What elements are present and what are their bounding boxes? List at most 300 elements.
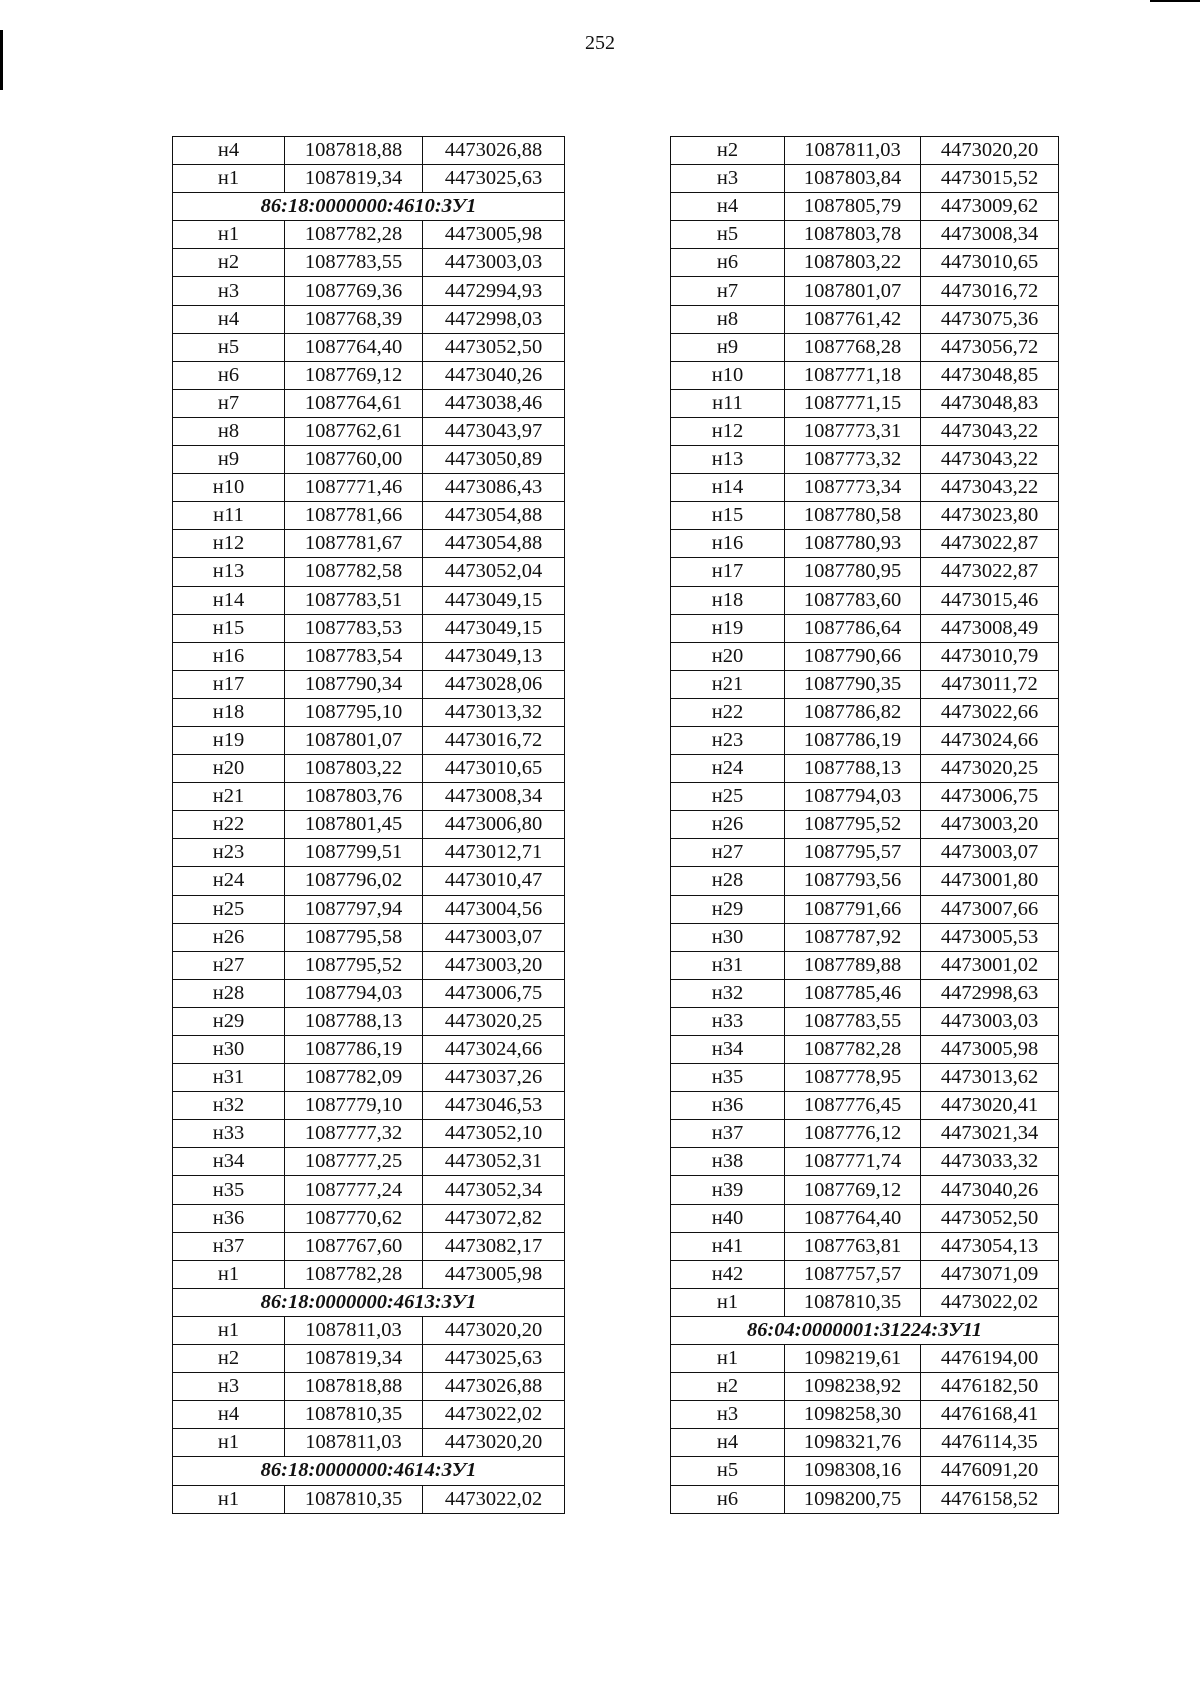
x-coordinate: 1087770,62: [285, 1204, 423, 1232]
point-label: н16: [173, 642, 285, 670]
x-coordinate: 1098238,92: [785, 1373, 921, 1401]
x-coordinate: 1087781,66: [285, 502, 423, 530]
table-row: [671, 1373, 1059, 1401]
x-coordinate: 1087795,58: [285, 923, 423, 951]
point-label: н20: [671, 642, 785, 670]
x-coordinate: 1087780,93: [785, 530, 921, 558]
table-row: [173, 361, 565, 389]
point-label: н24: [173, 867, 285, 895]
x-coordinate: 1098308,16: [785, 1457, 921, 1485]
table-row: [671, 586, 1059, 614]
x-coordinate: 1087779,10: [285, 1092, 423, 1120]
section-header-row: [173, 1288, 565, 1316]
point-label: н33: [671, 1007, 785, 1035]
table-row: [671, 1064, 1059, 1092]
table-row: [671, 1401, 1059, 1429]
y-coordinate: 4473011,72: [921, 670, 1059, 698]
table-row: [173, 305, 565, 333]
x-coordinate: 1087778,95: [785, 1064, 921, 1092]
point-label: н21: [671, 670, 785, 698]
y-coordinate: 4473016,72: [423, 726, 565, 754]
section-header-row: [671, 1316, 1059, 1344]
y-coordinate: 4473020,41: [921, 1092, 1059, 1120]
y-coordinate: 4473013,32: [423, 698, 565, 726]
cadastral-number: 86:18:0000000:4610:ЗУ1: [173, 193, 565, 221]
coordinates-table-right: [670, 136, 1059, 1514]
y-coordinate: 4473015,46: [921, 586, 1059, 614]
section-header-row: [173, 1457, 565, 1485]
x-coordinate: 1087794,03: [785, 783, 921, 811]
table-row: [173, 446, 565, 474]
y-coordinate: 4476158,52: [921, 1485, 1059, 1513]
x-coordinate: 1087771,15: [785, 389, 921, 417]
coordinates-table-left: [172, 136, 565, 1514]
table-row: [671, 951, 1059, 979]
y-coordinate: 4473046,53: [423, 1092, 565, 1120]
y-coordinate: 4473005,98: [423, 221, 565, 249]
x-coordinate: 1087818,88: [285, 137, 423, 165]
table-row: [671, 979, 1059, 1007]
table-row: [173, 1176, 565, 1204]
point-label: н21: [173, 783, 285, 811]
x-coordinate: 1087819,34: [285, 1345, 423, 1373]
y-coordinate: 4473010,65: [921, 249, 1059, 277]
x-coordinate: 1087776,12: [785, 1120, 921, 1148]
table-row: [173, 1260, 565, 1288]
table-row: [173, 1316, 565, 1344]
point-label: н3: [173, 277, 285, 305]
x-coordinate: 1087810,35: [285, 1401, 423, 1429]
table-row: [671, 1429, 1059, 1457]
y-coordinate: 4473008,34: [921, 221, 1059, 249]
y-coordinate: 4473016,72: [921, 277, 1059, 305]
point-label: н10: [173, 474, 285, 502]
table-row: [173, 726, 565, 754]
y-coordinate: 4473056,72: [921, 333, 1059, 361]
table-row: [671, 502, 1059, 530]
x-coordinate: 1087781,67: [285, 530, 423, 558]
point-label: н23: [671, 726, 785, 754]
y-coordinate: 4473006,75: [423, 979, 565, 1007]
y-coordinate: 4473049,15: [423, 586, 565, 614]
point-label: н27: [173, 951, 285, 979]
x-coordinate: 1087773,32: [785, 446, 921, 474]
point-label: н8: [173, 417, 285, 445]
table-row: [173, 1345, 565, 1373]
table-row: [671, 361, 1059, 389]
y-coordinate: 4473010,47: [423, 867, 565, 895]
point-label: н35: [173, 1176, 285, 1204]
section-header-row: [173, 193, 565, 221]
x-coordinate: 1087782,09: [285, 1064, 423, 1092]
x-coordinate: 1087773,31: [785, 417, 921, 445]
x-coordinate: 1087795,57: [785, 839, 921, 867]
y-coordinate: 4473026,88: [423, 137, 565, 165]
point-label: н8: [671, 305, 785, 333]
x-coordinate: 1087789,88: [785, 951, 921, 979]
x-coordinate: 1087786,82: [785, 698, 921, 726]
cadastral-number: 86:04:0000001:31224:ЗУ11: [671, 1316, 1059, 1344]
x-coordinate: 1087801,07: [785, 277, 921, 305]
y-coordinate: 4476194,00: [921, 1345, 1059, 1373]
point-label: н1: [671, 1288, 785, 1316]
y-coordinate: 4473020,20: [423, 1429, 565, 1457]
y-coordinate: 4473052,50: [423, 333, 565, 361]
point-label: н25: [671, 783, 785, 811]
table-row: [671, 1092, 1059, 1120]
x-coordinate: 1087803,22: [785, 249, 921, 277]
table-row: [173, 165, 565, 193]
table-row: [671, 530, 1059, 558]
table-row: [671, 1232, 1059, 1260]
x-coordinate: 1098258,30: [785, 1401, 921, 1429]
table-row: [671, 1345, 1059, 1373]
table-row: [173, 783, 565, 811]
page-number: 252: [585, 32, 615, 54]
point-label: н4: [173, 305, 285, 333]
y-coordinate: 4472994,93: [423, 277, 565, 305]
x-coordinate: 1087810,35: [785, 1288, 921, 1316]
point-label: н32: [173, 1092, 285, 1120]
point-label: н10: [671, 361, 785, 389]
y-coordinate: 4473013,62: [921, 1064, 1059, 1092]
x-coordinate: 1087801,45: [285, 811, 423, 839]
point-label: н30: [671, 923, 785, 951]
point-label: н7: [671, 277, 785, 305]
y-coordinate: 4473004,56: [423, 895, 565, 923]
y-coordinate: 4473033,32: [921, 1148, 1059, 1176]
x-coordinate: 1087782,58: [285, 558, 423, 586]
y-coordinate: 4476114,35: [921, 1429, 1059, 1457]
x-coordinate: 1098200,75: [785, 1485, 921, 1513]
table-row: [671, 1260, 1059, 1288]
point-label: н18: [173, 698, 285, 726]
y-coordinate: 4473005,98: [921, 1036, 1059, 1064]
y-coordinate: 4473022,02: [423, 1485, 565, 1513]
point-label: н31: [173, 1064, 285, 1092]
point-label: н5: [671, 1457, 785, 1485]
point-label: н4: [173, 137, 285, 165]
point-label: н11: [671, 389, 785, 417]
point-label: н27: [671, 839, 785, 867]
x-coordinate: 1087783,53: [285, 614, 423, 642]
table-row: [173, 1401, 565, 1429]
table-row: [173, 614, 565, 642]
point-label: н3: [173, 1373, 285, 1401]
point-label: н18: [671, 586, 785, 614]
y-coordinate: 4473005,53: [921, 923, 1059, 951]
x-coordinate: 1087757,57: [785, 1260, 921, 1288]
table-row: [671, 895, 1059, 923]
table-row: [671, 333, 1059, 361]
x-coordinate: 1087771,18: [785, 361, 921, 389]
y-coordinate: 4473005,98: [423, 1260, 565, 1288]
point-label: н37: [173, 1232, 285, 1260]
point-label: н5: [173, 333, 285, 361]
y-coordinate: 4473006,80: [423, 811, 565, 839]
y-coordinate: 4473022,02: [921, 1288, 1059, 1316]
table-body: [671, 137, 1059, 1514]
x-coordinate: 1087811,03: [285, 1316, 423, 1344]
table-row: [173, 811, 565, 839]
table-row: [671, 446, 1059, 474]
y-coordinate: 4476182,50: [921, 1373, 1059, 1401]
x-coordinate: 1087785,46: [785, 979, 921, 1007]
y-coordinate: 4473082,17: [423, 1232, 565, 1260]
point-label: н33: [173, 1120, 285, 1148]
x-coordinate: 1087777,24: [285, 1176, 423, 1204]
y-coordinate: 4473007,66: [921, 895, 1059, 923]
y-coordinate: 4472998,63: [921, 979, 1059, 1007]
point-label: н9: [671, 333, 785, 361]
y-coordinate: 4473024,66: [423, 1036, 565, 1064]
table-row: [671, 642, 1059, 670]
point-label: н40: [671, 1204, 785, 1232]
x-coordinate: 1087803,76: [285, 783, 423, 811]
point-label: н1: [173, 221, 285, 249]
y-coordinate: 4473038,46: [423, 389, 565, 417]
point-label: н29: [671, 895, 785, 923]
table-row: [173, 586, 565, 614]
point-label: н4: [173, 1401, 285, 1429]
x-coordinate: 1087803,22: [285, 755, 423, 783]
y-coordinate: 4473006,75: [921, 783, 1059, 811]
x-coordinate: 1087780,58: [785, 502, 921, 530]
y-coordinate: 4473003,07: [921, 839, 1059, 867]
point-label: н2: [671, 1373, 785, 1401]
point-label: н11: [173, 502, 285, 530]
point-label: н12: [671, 417, 785, 445]
y-coordinate: 4473020,20: [423, 1316, 565, 1344]
point-label: н34: [173, 1148, 285, 1176]
table-row: [173, 1232, 565, 1260]
table-row: [671, 1288, 1059, 1316]
table-row: [173, 417, 565, 445]
y-coordinate: 4473020,25: [423, 1007, 565, 1035]
x-coordinate: 1087793,56: [785, 867, 921, 895]
y-coordinate: 4473048,85: [921, 361, 1059, 389]
cadastral-number: 86:18:0000000:4613:ЗУ1: [173, 1288, 565, 1316]
y-coordinate: 4473001,80: [921, 867, 1059, 895]
y-coordinate: 4473043,22: [921, 417, 1059, 445]
table-row: [671, 614, 1059, 642]
x-coordinate: 1087760,00: [285, 446, 423, 474]
x-coordinate: 1087811,03: [285, 1429, 423, 1457]
y-coordinate: 4473025,63: [423, 1345, 565, 1373]
x-coordinate: 1087795,10: [285, 698, 423, 726]
point-label: н12: [173, 530, 285, 558]
y-coordinate: 4473008,49: [921, 614, 1059, 642]
x-coordinate: 1087767,60: [285, 1232, 423, 1260]
x-coordinate: 1087763,81: [785, 1232, 921, 1260]
y-coordinate: 4473010,79: [921, 642, 1059, 670]
table-row: [671, 1485, 1059, 1513]
x-coordinate: 1087783,60: [785, 586, 921, 614]
y-coordinate: 4473052,10: [423, 1120, 565, 1148]
table-row: [671, 389, 1059, 417]
table-row: [671, 1457, 1059, 1485]
y-coordinate: 4473048,83: [921, 389, 1059, 417]
y-coordinate: 4473012,71: [423, 839, 565, 867]
point-label: н15: [173, 614, 285, 642]
x-coordinate: 1087818,88: [285, 1373, 423, 1401]
x-coordinate: 1087788,13: [785, 755, 921, 783]
y-coordinate: 4473021,34: [921, 1120, 1059, 1148]
point-label: н1: [173, 1429, 285, 1457]
y-coordinate: 4473024,66: [921, 726, 1059, 754]
point-label: н20: [173, 755, 285, 783]
table-row: [671, 698, 1059, 726]
point-label: н42: [671, 1260, 785, 1288]
point-label: н24: [671, 755, 785, 783]
point-label: н25: [173, 895, 285, 923]
x-coordinate: 1087795,52: [785, 811, 921, 839]
x-coordinate: 1087803,78: [785, 221, 921, 249]
x-coordinate: 1087762,61: [285, 417, 423, 445]
table-row: [173, 277, 565, 305]
x-coordinate: 1087795,52: [285, 951, 423, 979]
table-row: [173, 333, 565, 361]
table-row: [173, 642, 565, 670]
table-row: [173, 1429, 565, 1457]
table-row: [671, 1176, 1059, 1204]
point-label: н1: [173, 1485, 285, 1513]
table-row: [173, 1204, 565, 1232]
point-label: н4: [671, 1429, 785, 1457]
table-row: [173, 1485, 565, 1513]
table-row: [671, 726, 1059, 754]
point-label: н4: [671, 193, 785, 221]
table-row: [671, 755, 1059, 783]
point-label: н15: [671, 502, 785, 530]
point-label: н14: [173, 586, 285, 614]
y-coordinate: 4473003,07: [423, 923, 565, 951]
x-coordinate: 1087788,13: [285, 1007, 423, 1035]
table-row: [671, 221, 1059, 249]
x-coordinate: 1087797,94: [285, 895, 423, 923]
x-coordinate: 1087790,34: [285, 670, 423, 698]
point-label: н31: [671, 951, 785, 979]
y-coordinate: 4473010,65: [423, 755, 565, 783]
x-coordinate: 1087769,36: [285, 277, 423, 305]
table-row: [173, 979, 565, 1007]
table-row: [173, 530, 565, 558]
x-coordinate: 1087791,66: [785, 895, 921, 923]
y-coordinate: 4473003,20: [921, 811, 1059, 839]
table-row: [173, 867, 565, 895]
y-coordinate: 4473003,03: [921, 1007, 1059, 1035]
point-label: н17: [173, 670, 285, 698]
cadastral-number: 86:18:0000000:4614:ЗУ1: [173, 1457, 565, 1485]
point-label: н30: [173, 1036, 285, 1064]
point-label: н2: [173, 1345, 285, 1373]
table-row: [173, 1036, 565, 1064]
x-coordinate: 1087783,55: [285, 249, 423, 277]
point-label: н9: [173, 446, 285, 474]
x-coordinate: 1087819,34: [285, 165, 423, 193]
x-coordinate: 1087794,03: [285, 979, 423, 1007]
point-label: н1: [173, 1316, 285, 1344]
point-label: н3: [671, 165, 785, 193]
table-row: [173, 951, 565, 979]
table-row: [671, 867, 1059, 895]
y-coordinate: 4473086,43: [423, 474, 565, 502]
x-coordinate: 1087782,28: [785, 1036, 921, 1064]
y-coordinate: 4473001,02: [921, 951, 1059, 979]
point-label: н6: [671, 249, 785, 277]
x-coordinate: 1087783,51: [285, 586, 423, 614]
point-label: н26: [173, 923, 285, 951]
table-row: [671, 193, 1059, 221]
x-coordinate: 1098321,76: [785, 1429, 921, 1457]
x-coordinate: 1087780,95: [785, 558, 921, 586]
x-coordinate: 1087810,35: [285, 1485, 423, 1513]
y-coordinate: 4473026,88: [423, 1373, 565, 1401]
x-coordinate: 1087790,35: [785, 670, 921, 698]
point-label: н34: [671, 1036, 785, 1064]
x-coordinate: 1087768,39: [285, 305, 423, 333]
y-coordinate: 4473049,13: [423, 642, 565, 670]
y-coordinate: 4473022,87: [921, 530, 1059, 558]
table-row: [173, 1064, 565, 1092]
point-label: н3: [671, 1401, 785, 1429]
point-label: н36: [173, 1204, 285, 1232]
x-coordinate: 1087811,03: [785, 137, 921, 165]
table-row: [671, 1120, 1059, 1148]
point-label: н22: [173, 811, 285, 839]
y-coordinate: 4473052,50: [921, 1204, 1059, 1232]
table-row: [671, 417, 1059, 445]
table-body: [173, 137, 565, 1514]
x-coordinate: 1098219,61: [785, 1345, 921, 1373]
table-row: [173, 895, 565, 923]
table-row: [671, 670, 1059, 698]
point-label: н1: [173, 165, 285, 193]
y-coordinate: 4473075,36: [921, 305, 1059, 333]
table-row: [173, 698, 565, 726]
table-row: [173, 502, 565, 530]
point-label: н39: [671, 1176, 785, 1204]
table-row: [173, 221, 565, 249]
table-row: [671, 783, 1059, 811]
x-coordinate: 1087768,28: [785, 333, 921, 361]
y-coordinate: 4473043,22: [921, 474, 1059, 502]
y-coordinate: 4473043,22: [921, 446, 1059, 474]
point-label: н35: [671, 1064, 785, 1092]
table-row: [173, 670, 565, 698]
table-row: [671, 811, 1059, 839]
x-coordinate: 1087777,32: [285, 1120, 423, 1148]
point-label: н28: [671, 867, 785, 895]
x-coordinate: 1087790,66: [785, 642, 921, 670]
y-coordinate: 4473020,25: [921, 755, 1059, 783]
y-coordinate: 4472998,03: [423, 305, 565, 333]
table-row: [173, 1373, 565, 1401]
table-row: [671, 923, 1059, 951]
table-row: [671, 558, 1059, 586]
point-label: н6: [173, 361, 285, 389]
x-coordinate: 1087782,28: [285, 1260, 423, 1288]
x-coordinate: 1087764,40: [285, 333, 423, 361]
x-coordinate: 1087776,45: [785, 1092, 921, 1120]
y-coordinate: 4476091,20: [921, 1457, 1059, 1485]
table-row: [671, 305, 1059, 333]
point-label: н41: [671, 1232, 785, 1260]
y-coordinate: 4473022,87: [921, 558, 1059, 586]
x-coordinate: 1087761,42: [785, 305, 921, 333]
y-coordinate: 4473020,20: [921, 137, 1059, 165]
y-coordinate: 4473023,80: [921, 502, 1059, 530]
